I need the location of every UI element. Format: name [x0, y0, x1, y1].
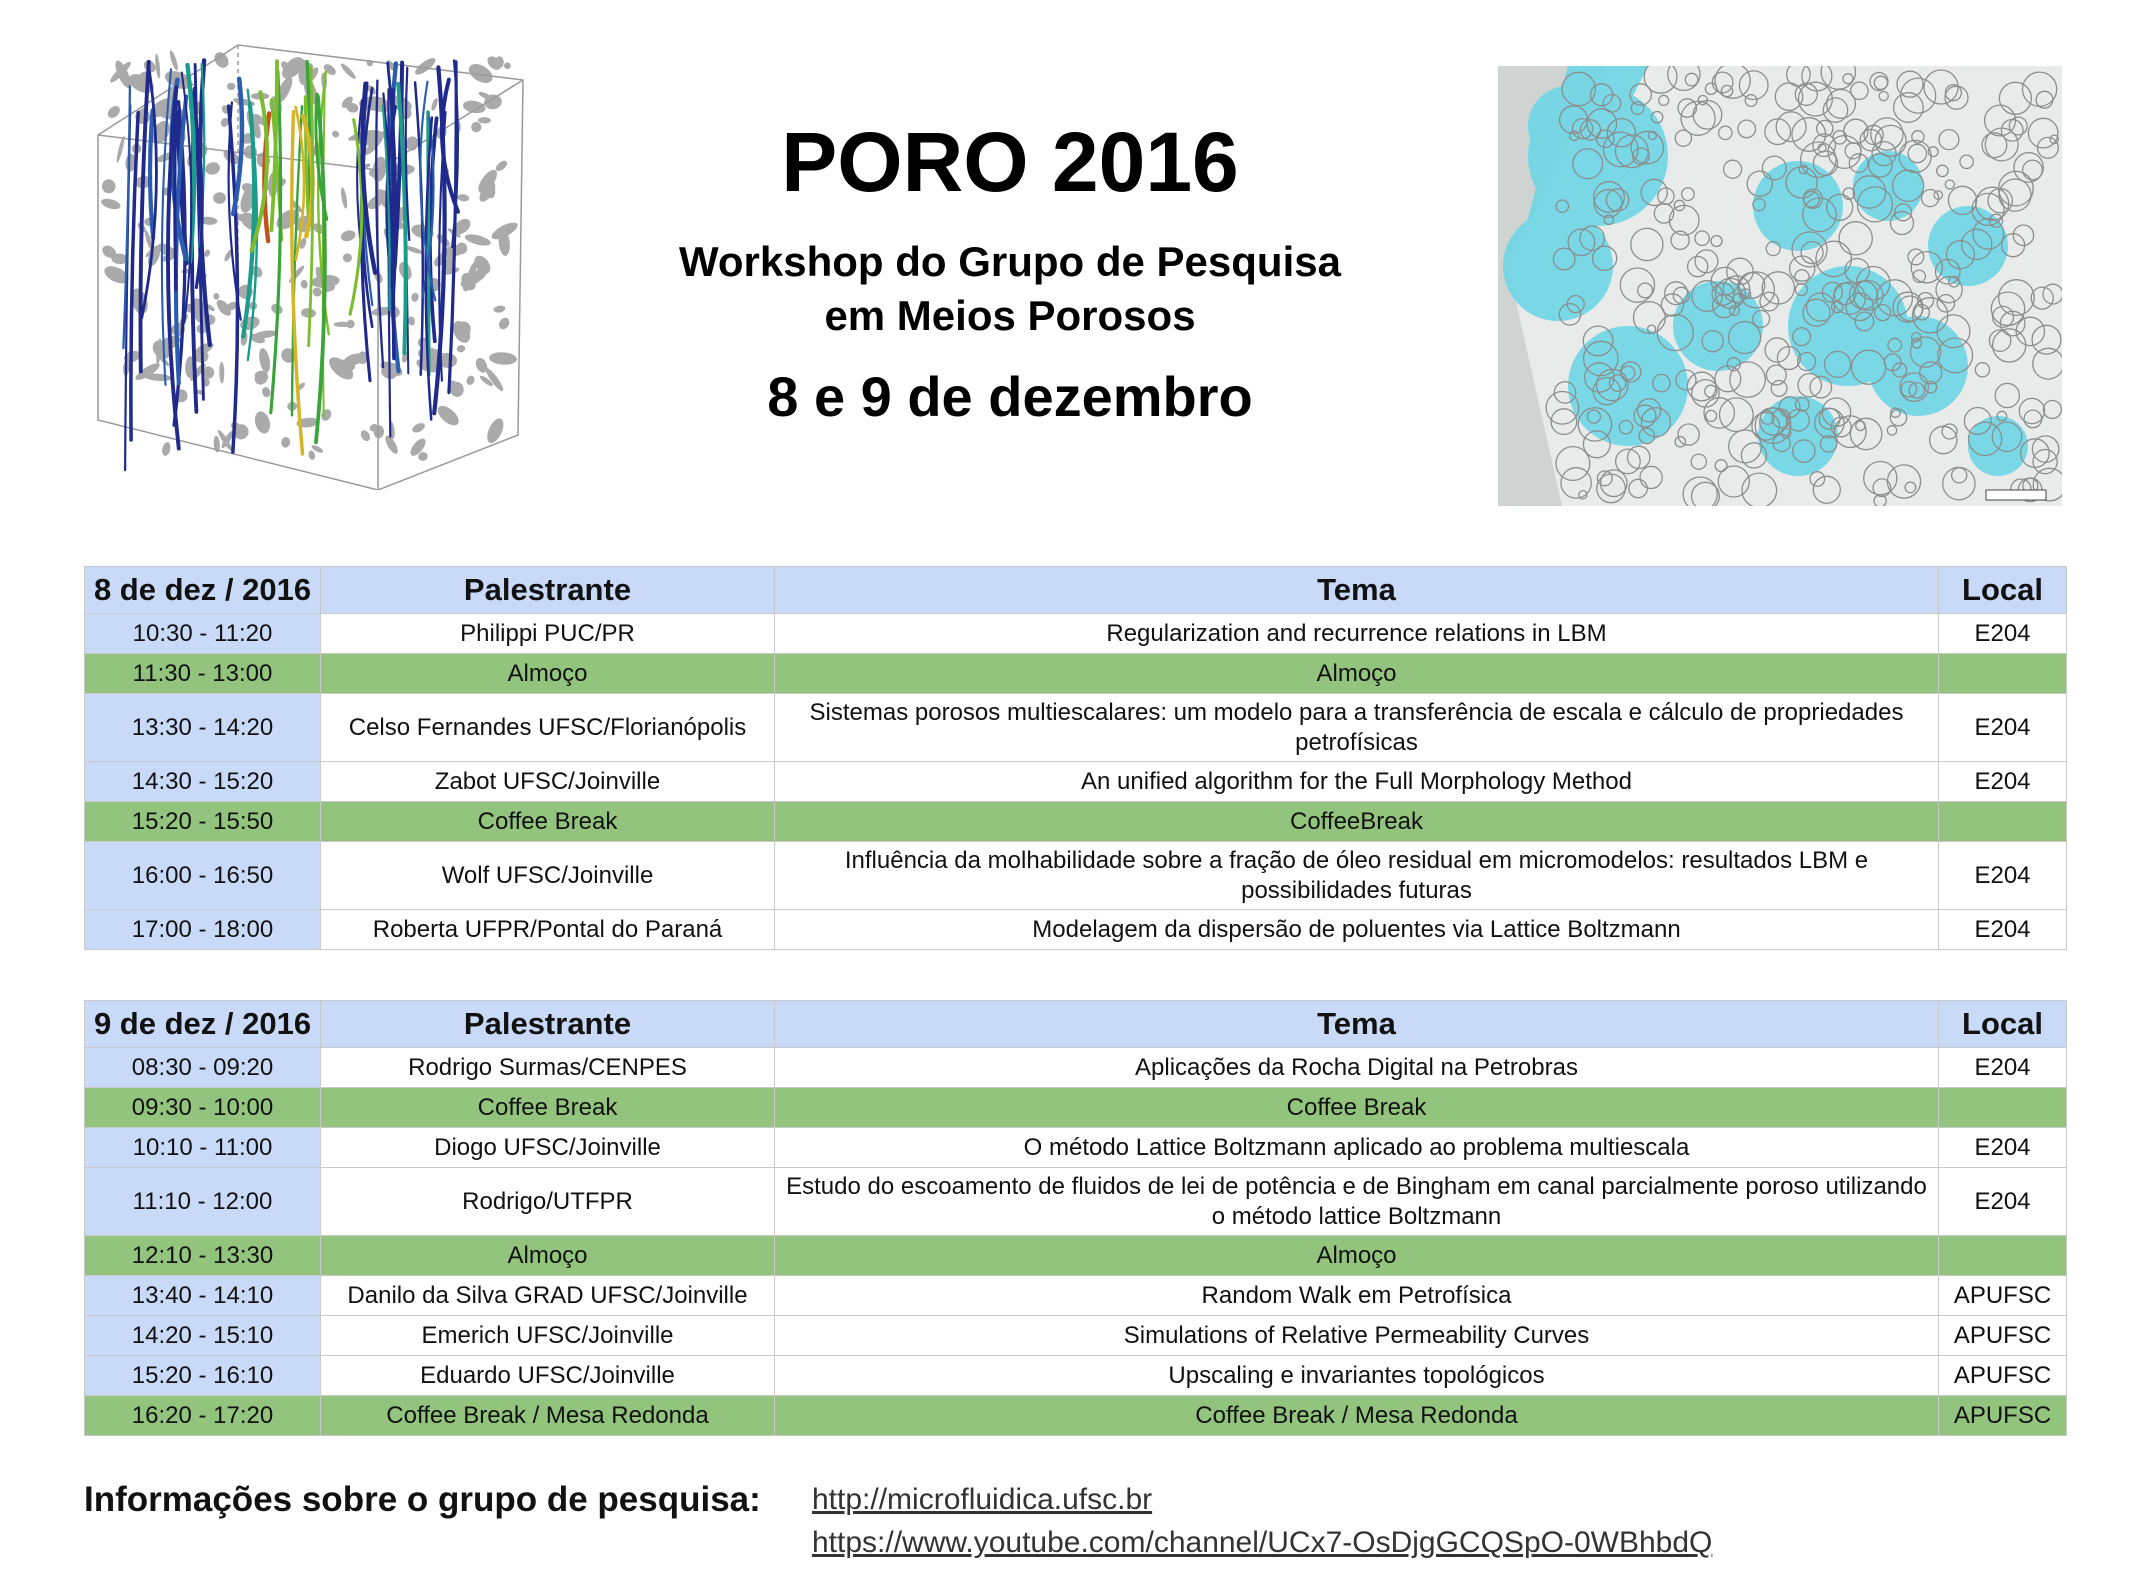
workshop-subtitle	[600, 235, 1420, 343]
table-row	[85, 842, 2067, 910]
table-row	[85, 1356, 2067, 1396]
topic-cell: Coffee Break	[775, 1088, 1939, 1128]
time-cell: 10:30 - 11:20	[85, 614, 321, 654]
local-cell: APUFSC	[1939, 1356, 2067, 1396]
time-cell: 13:30 - 14:20	[85, 694, 321, 762]
speaker-cell: Roberta UFPR/Pontal do Paraná	[321, 910, 775, 950]
table-row	[85, 1128, 2067, 1168]
time-cell: 16:00 - 16:50	[85, 842, 321, 910]
porous-media-3d-image	[88, 40, 538, 490]
local-cell: APUFSC	[1939, 1396, 2067, 1436]
day2-body	[85, 1001, 2067, 1436]
table-row	[85, 654, 2067, 694]
speaker-cell: Rodrigo/UTFPR	[321, 1168, 775, 1236]
table-row	[85, 1276, 2067, 1316]
speaker-cell: Eduardo UFSC/Joinville	[321, 1356, 775, 1396]
micromodel-image	[1498, 66, 2062, 506]
table-row	[85, 910, 2067, 950]
local-cell: E204	[1939, 842, 2067, 910]
table-row	[85, 1048, 2067, 1088]
topic-cell: Coffee Break / Mesa Redonda	[775, 1396, 1939, 1436]
local-cell: E204	[1939, 1048, 2067, 1088]
local-cell: E204	[1939, 1168, 2067, 1236]
speaker-cell: Danilo da Silva GRAD UFSC/Joinville	[321, 1276, 775, 1316]
speaker-cell: Philippi PUC/PR	[321, 614, 775, 654]
topic-cell: Regularization and recurrence relations in LBM	[775, 614, 1939, 654]
topic-cell: Almoço	[775, 1236, 1939, 1276]
topic-cell: Aplicações da Rocha Digital na Petrobras	[775, 1048, 1939, 1088]
subtitle-line-1: Workshop do Grupo de Pesquisa	[679, 238, 1341, 285]
table-row	[85, 694, 2067, 762]
speaker-cell: Coffee Break / Mesa Redonda	[321, 1396, 775, 1436]
website-link[interactable]: http://microfluidica.ufsc.br	[812, 1483, 1153, 1516]
local-cell: E204	[1939, 1128, 2067, 1168]
time-cell: 11:30 - 13:00	[85, 654, 321, 694]
topic-cell: Almoço	[775, 654, 1939, 694]
local-cell: APUFSC	[1939, 1276, 2067, 1316]
event-date: 8 e 9 de dezembro	[767, 365, 1253, 428]
topic-cell: Upscaling e invariantes topológicos	[775, 1356, 1939, 1396]
local-cell: E204	[1939, 694, 2067, 762]
table-row	[85, 1168, 2067, 1236]
local-cell: E204	[1939, 762, 2067, 802]
header-topic: Tema	[775, 1001, 1939, 1048]
header-date: 8 de dez / 2016	[85, 567, 321, 614]
schedule-table-day1	[84, 566, 2067, 950]
local-cell	[1939, 654, 2067, 694]
time-cell: 09:30 - 10:00	[85, 1088, 321, 1128]
local-cell: E204	[1939, 910, 2067, 950]
topic-cell: An unified algorithm for the Full Morphology Method	[775, 762, 1939, 802]
time-cell: 11:10 - 12:00	[85, 1168, 321, 1236]
speaker-cell: Coffee Break	[321, 1088, 775, 1128]
youtube-link[interactable]: https://www.youtube.com/channel/UCx7-OsDjgGCQSpO-0WBhbdQ	[812, 1526, 1713, 1559]
header-local: Local	[1939, 567, 2067, 614]
table-header	[85, 1001, 2067, 1048]
time-cell: 12:10 - 13:30	[85, 1236, 321, 1276]
speaker-cell: Almoço	[321, 654, 775, 694]
table-header	[85, 567, 2067, 614]
topic-cell: Estudo do escoamento de fluidos de lei de potência e de Bingham em canal parcialmente poroso utilizando o método lattice Boltzmann	[775, 1168, 1939, 1236]
table-row	[85, 802, 2067, 842]
table-row	[85, 1396, 2067, 1436]
day1-body	[85, 567, 2067, 950]
schedule-table-day2	[84, 1000, 2067, 1436]
table-row	[85, 1088, 2067, 1128]
header-local: Local	[1939, 1001, 2067, 1048]
time-cell: 14:30 - 15:20	[85, 762, 321, 802]
time-cell: 08:30 - 09:20	[85, 1048, 321, 1088]
time-cell: 17:00 - 18:00	[85, 910, 321, 950]
table-row	[85, 1236, 2067, 1276]
speaker-cell: Wolf UFSC/Joinville	[321, 842, 775, 910]
speaker-cell: Coffee Break	[321, 802, 775, 842]
topic-cell: Influência da molhabilidade sobre a fração de óleo residual em micromodelos: resultados LBM e possibilidades futuras	[775, 842, 1939, 910]
speaker-cell: Rodrigo Surmas/CENPES	[321, 1048, 775, 1088]
info-label: Informações sobre o grupo de pesquisa:	[84, 1480, 761, 1519]
topic-cell: Random Walk em Petrofísica	[775, 1276, 1939, 1316]
local-cell	[1939, 1088, 2067, 1128]
table-row	[85, 1316, 2067, 1356]
header-speaker: Palestrante	[321, 1001, 775, 1048]
time-cell: 15:20 - 15:50	[85, 802, 321, 842]
time-cell: 15:20 - 16:10	[85, 1356, 321, 1396]
topic-cell: CoffeeBreak	[775, 802, 1939, 842]
local-cell: E204	[1939, 614, 2067, 654]
topic-cell: Simulations of Relative Permeability Curves	[775, 1316, 1939, 1356]
local-cell	[1939, 1236, 2067, 1276]
local-cell: APUFSC	[1939, 1316, 2067, 1356]
time-cell: 14:20 - 15:10	[85, 1316, 321, 1356]
topic-cell: Sistemas porosos multiescalares: um modelo para a transferência de escala e cálculo de propriedades petrofísicas	[775, 694, 1939, 762]
topic-cell: Modelagem da dispersão de poluentes via Lattice Boltzmann	[775, 910, 1939, 950]
time-cell: 10:10 - 11:00	[85, 1128, 321, 1168]
speaker-cell: Celso Fernandes UFSC/Florianópolis	[321, 694, 775, 762]
time-cell: 13:40 - 14:10	[85, 1276, 321, 1316]
header-speaker: Palestrante	[321, 567, 775, 614]
speaker-cell: Zabot UFSC/Joinville	[321, 762, 775, 802]
topic-cell: O método Lattice Boltzmann aplicado ao problema multiescala	[775, 1128, 1939, 1168]
page-title: PORO 2016	[781, 115, 1239, 209]
speaker-cell: Diogo UFSC/Joinville	[321, 1128, 775, 1168]
speaker-cell: Almoço	[321, 1236, 775, 1276]
table-row	[85, 762, 2067, 802]
header-topic: Tema	[775, 567, 1939, 614]
time-cell: 16:20 - 17:20	[85, 1396, 321, 1436]
header-date: 9 de dez / 2016	[85, 1001, 321, 1048]
speaker-cell: Emerich UFSC/Joinville	[321, 1316, 775, 1356]
local-cell	[1939, 802, 2067, 842]
subtitle-line-2: em Meios Porosos	[824, 292, 1196, 339]
table-row	[85, 614, 2067, 654]
